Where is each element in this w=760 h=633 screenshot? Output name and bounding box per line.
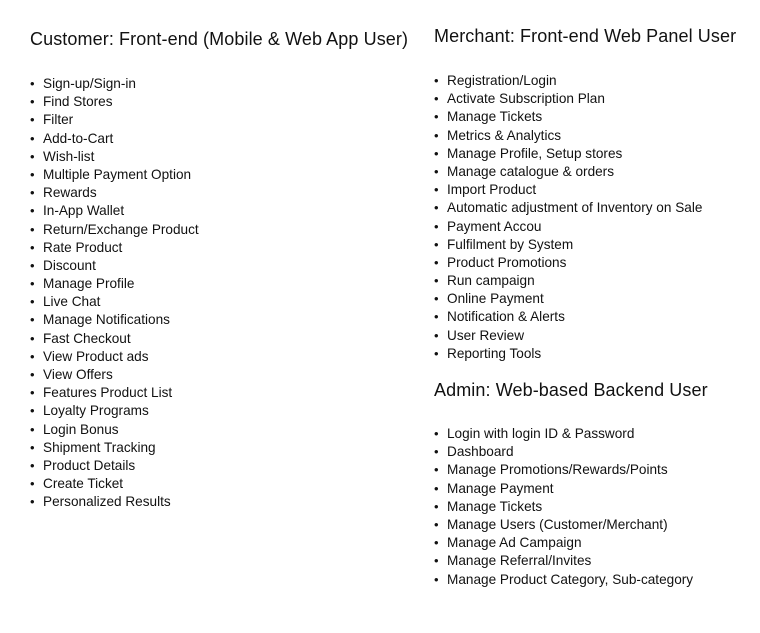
list-item: • Manage Payment [434, 480, 708, 498]
list-item: • Fulfilment by System [434, 236, 736, 254]
list-item: • Online Payment [434, 290, 736, 308]
list-item: • Manage Users (Customer/Merchant) [434, 516, 708, 534]
list-item: • Automatic adjustment of Inventory on Sale [434, 199, 736, 217]
list-item: • Dashboard [434, 443, 708, 461]
customer-section [30, 29, 408, 512]
list-item: • Add-to-Cart [30, 130, 408, 148]
list-item: • Manage Tickets [434, 498, 708, 516]
admin-section [434, 380, 708, 589]
list-item: • Find Stores [30, 93, 408, 111]
list-item: • Run campaign [434, 272, 736, 290]
list-item: • Create Ticket [30, 475, 408, 493]
list-item: • Rewards [30, 184, 408, 202]
list-item: • Discount [30, 257, 408, 275]
merchant-feature-list [434, 72, 736, 363]
list-item: • Activate Subscription Plan [434, 90, 736, 108]
merchant-section-title: Merchant: Front-end Web Panel User [434, 26, 737, 46]
list-item: • Loyalty Programs [30, 402, 408, 420]
list-item: • Filter [30, 111, 408, 129]
list-item: • Features Product List [30, 384, 408, 402]
list-item: • Return/Exchange Product [30, 221, 408, 239]
list-item: • Product Promotions [434, 254, 736, 272]
list-item: • Payment Accou [434, 218, 736, 236]
list-item: • Manage catalogue & orders [434, 163, 736, 181]
list-item: • Wish-list [30, 148, 408, 166]
list-item: • In-App Wallet [30, 202, 408, 220]
list-item: • Reporting Tools [434, 345, 736, 363]
list-item: • Manage Product Category, Sub-category [434, 571, 708, 589]
list-item: • Multiple Payment Option [30, 166, 408, 184]
list-item: • Manage Notifications [30, 311, 408, 329]
merchant-section [434, 26, 736, 363]
list-item: • Metrics & Analytics [434, 127, 736, 145]
list-item: • Manage Tickets [434, 108, 736, 126]
admin-feature-list [434, 425, 708, 589]
admin-section-title: Admin: Web-based Backend User [434, 380, 708, 400]
list-item: • Personalized Results [30, 493, 408, 511]
list-item: • View Offers [30, 366, 408, 384]
list-item: • View Product ads [30, 348, 408, 366]
list-item: • Product Details [30, 457, 408, 475]
list-item: • Manage Profile [30, 275, 408, 293]
list-item: • Manage Ad Campaign [434, 534, 708, 552]
list-item: • Notification & Alerts [434, 308, 736, 326]
customer-section-title: Customer: Front-end (Mobile & Web App User) [30, 29, 409, 49]
customer-feature-list [30, 75, 408, 512]
list-item: • Shipment Tracking [30, 439, 408, 457]
list-item: • Manage Referral/Invites [434, 552, 708, 570]
list-item: • Manage Profile, Setup stores [434, 145, 736, 163]
list-item: • Rate Product [30, 239, 408, 257]
list-item: • Sign-up/Sign-in [30, 75, 408, 93]
list-item: • Login Bonus [30, 421, 408, 439]
list-item: • Live Chat [30, 293, 408, 311]
list-item: • Login with login ID & Password [434, 425, 708, 443]
list-item: • Fast Checkout [30, 330, 408, 348]
list-item: • Registration/Login [434, 72, 736, 90]
list-item: • Import Product [434, 181, 736, 199]
list-item: • Manage Promotions/Rewards/Points [434, 461, 708, 479]
list-item: • User Review [434, 327, 736, 345]
